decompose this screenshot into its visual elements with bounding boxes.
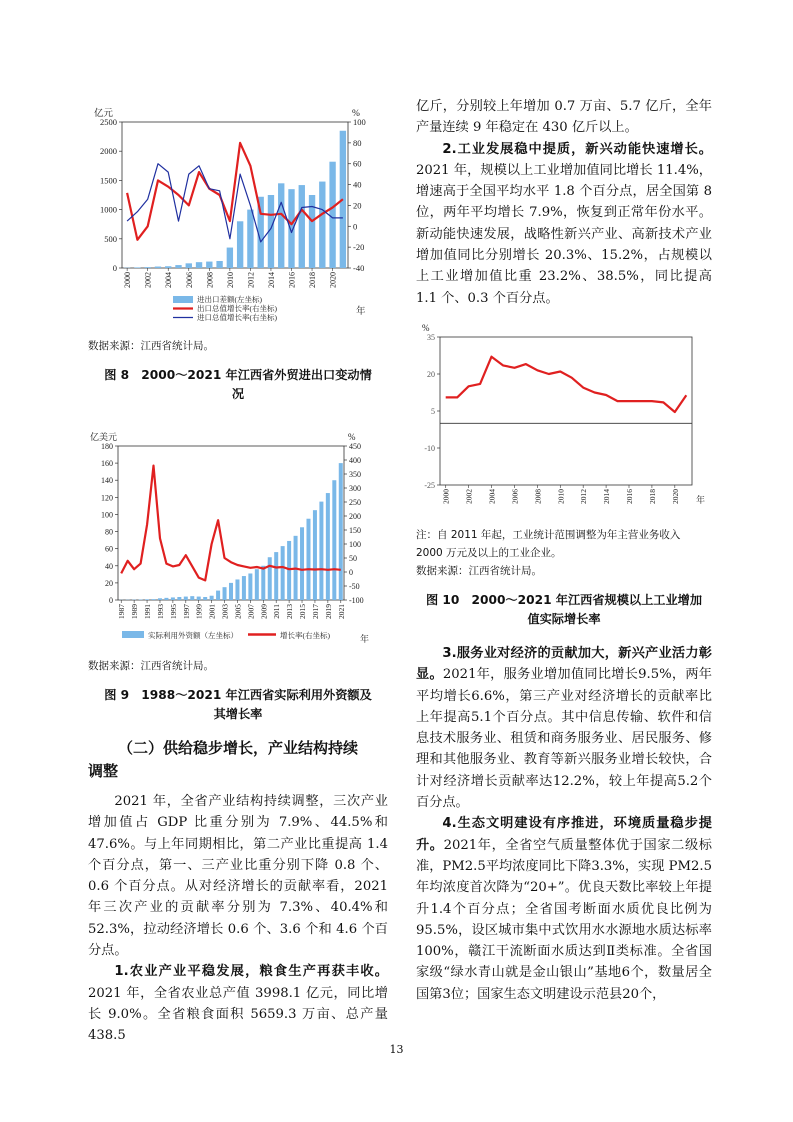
fig10-source: 数据来源：江西省统计局。 [416, 564, 542, 577]
fig9-bar [152, 599, 156, 600]
fig9-x-tick-label: 2015 [298, 604, 308, 619]
fig9-right-tick-label: 300 [349, 484, 361, 493]
fig10-x-tick-label: 2014 [602, 488, 612, 504]
fig9-bar [268, 557, 272, 600]
fig9-right-tick-label: 400 [349, 456, 361, 465]
fig9-x-tick-label: 1987 [117, 604, 127, 619]
fig9-bar [164, 598, 168, 600]
fig10-x-label: 年 [696, 494, 706, 505]
right-paragraph-2 [416, 643, 712, 813]
fig9-legend-label: 增长率(右坐标) [280, 631, 330, 640]
page-number: 13 [389, 1043, 404, 1056]
fig8-x-tick-label: 2012 [246, 272, 256, 288]
fig9-bar [313, 510, 317, 600]
fig9-source: 数据来源：江西省统计局。 [88, 660, 214, 672]
fig8-right-tick-label: 60 [353, 158, 362, 169]
fig10-y-tick-label: 5 [431, 406, 435, 416]
fig8-x-tick-label: 2006 [184, 272, 194, 288]
fig9-bar [281, 546, 285, 600]
right-paragraph-3-body: 2021年，全省空气质量整体优于国家二级标准，PM2.5平均浓度同比下降3.3%，实现 PM2.5年均浓度首次降为“20+”。优良天数比率较上年提升1.4个百分点；全省国考断面水质优良比例为95.5%，设区城市集中式饮用水水源地水质达标率100%，赣江干流断面水质达到Ⅱ类标准。全省国家级“绿水青山就是金山银山”基地6个，数量居全国第3位；国家生态文明建设示范县20个， [416, 837, 712, 1002]
fig9-x-tick-label: 1991 [143, 604, 153, 619]
fig10-x-tick-label: 2002 [464, 488, 474, 504]
right-paragraph-2-body: 2021年，服务业增加值同比增长9.5%，两年平均增长6.6%，第三产业对经济增长的贡献率比上年提高5.1个百分点。其中信息传输、软件和信息技术服务业、租赁和商务服务业、居民服务、修理和其他服务业、教育等新兴服务业增长较快，合计对经济增长贡献率达12.2%，较上年提高5.2个百分点。 [416, 667, 712, 811]
fig9-bar [255, 569, 259, 600]
fig8-x-label: 年 [356, 307, 366, 317]
fig9-caption-line1: 图 9 1988～2021 年江西省实际利用外资额及 [104, 688, 372, 702]
fig8-bar [186, 263, 192, 268]
fig9-bar [339, 463, 343, 600]
fig9-x-tick-label: 2001 [207, 604, 217, 619]
fig9-x-tick-label: 1989 [130, 604, 140, 619]
right-column [416, 90, 712, 1005]
fig8-x-tick-label: 2020 [328, 272, 338, 288]
fig9-bar [300, 527, 304, 600]
fig9-chart [88, 416, 388, 646]
left-paragraph-2 [88, 961, 388, 1046]
fig8-bar [165, 266, 171, 268]
fig9-bar [216, 591, 220, 600]
fig9-legend-label: 实际利用外资额（左坐标） [148, 631, 238, 640]
fig8-left-tick-label: 2500 [100, 117, 117, 127]
fig9-bar [306, 519, 310, 600]
fig9-right-unit: % [348, 432, 356, 442]
fig9-legend-swatch [122, 631, 144, 638]
fig9-bar [326, 493, 330, 600]
fig8-bar [155, 267, 161, 268]
fig10-note-line2: 2000 万元及以上的工业企业。 [416, 546, 562, 559]
fig8-right-tick-label: 40 [353, 179, 362, 190]
fig9-bar [184, 597, 188, 600]
fig9-x-tick-label: 2019 [323, 604, 333, 619]
fig9-bar [287, 541, 291, 600]
fig8-left-tick-label: 0 [112, 263, 117, 273]
fig10-y-tick-label: 35 [427, 332, 435, 342]
fig8-source: 数据来源：江西省统计局。 [88, 340, 214, 352]
fig8-right-tick-label: 80 [353, 137, 362, 148]
fig9-x-tick-label: 2005 [233, 604, 243, 619]
fig9-x-tick-label: 1999 [194, 604, 204, 619]
fig9-bar [210, 596, 214, 600]
fig9-x-tick-label: 2009 [259, 604, 269, 619]
fig9-bar [242, 576, 246, 600]
left-paragraph-2-body: 2021 年，全省农业总产值 3998.1 亿元，同比增长 9.0%。全省粮食面积 5659.3 万亩、总产量 438.5 [88, 985, 388, 1044]
fig8-bar [319, 182, 325, 268]
fig9-left-unit: 亿美元 [90, 432, 118, 442]
fig10-x-tick-label: 2006 [510, 488, 520, 504]
fig9-left-tick-label: 0 [109, 596, 113, 605]
fig8-bar [278, 183, 284, 268]
fig10-plot-frame [440, 337, 692, 485]
fig8-bar [329, 162, 335, 268]
fig10-x-tick-label: 2020 [670, 488, 680, 504]
fig8-right-tick-label: -40 [353, 263, 365, 273]
right-paragraph-1-body: 2021 年，规模以上工业增加值同比增长 11.4%，增速高于全国平均水平 1.8 个百分点，居全国第 8 位，两年平均增长 7.9%，恢复到正常年份水平。新动能快速发展，战略性新兴产业、高新技术产业增加值同比分别增长 20.3%、15.2%，占规模以上工业增加值比重 23.2%、38.5%，同比提高 1.1 个、0.3 个百分点。 [416, 162, 712, 306]
right-paragraph-1 [416, 139, 712, 309]
fig10-caption-line1: 图 10 2000～2021 年江西省规模以上工业增加 [425, 592, 703, 607]
fig8-x-tick-label: 2002 [143, 272, 153, 288]
right-paragraph-3 [416, 813, 712, 1005]
fig8-bar [216, 261, 222, 268]
fig10-x-tick-label: 2010 [556, 488, 566, 504]
fig9-left-tick-label: 40 [105, 561, 113, 571]
fig9-bar [145, 599, 149, 600]
fig9-x-tick-label: 2007 [246, 604, 256, 619]
fig8-bar [196, 262, 202, 268]
left-column [88, 90, 388, 1047]
fig9-bar [261, 566, 265, 600]
fig8-legend-label: 出口总值增长率(右坐标) [197, 304, 277, 313]
fig9-right-tick-label: -100 [349, 596, 364, 605]
right-paragraph-0: 亿斤，分别较上年增加 0.7 万亩、5.7 亿斤，全年产量连续 9 年稳定在 430 亿斤以上。 [416, 99, 712, 136]
fig10-y-tick-label: 20 [427, 369, 435, 379]
fig8-bar [237, 221, 243, 268]
fig9-x-tick-label: 1997 [181, 604, 191, 619]
fig9-right-tick-label: -50 [349, 582, 360, 591]
left-paragraph-1: 2021 年，全省产业结构持续调整，三次产业增加值占 GDP 比重分别为 7.9%、44.5%和 47.6%。与上年同期相比，第二产业比重提高 1.4 个百分点，第一、三产业比重分别下降 0.8 个、0.6 个百分点。从对经济增长的贡献率看，2021 年三次产业的贡献率分别为 7.3%、40.4%和 52.3%，拉动经济增长 0.6 个、3.6 个和 4.6 个百分点。 [88, 794, 388, 959]
fig9-bar [190, 596, 194, 600]
fig8-bar [299, 185, 305, 268]
fig10-x-tick-label: 2004 [487, 488, 497, 504]
fig10-y-tick-label: -25 [424, 480, 435, 490]
fig10-caption-line2: 值实际增长率 [527, 611, 601, 626]
fig8-legend-label: 进口总值增长率(右坐标) [197, 313, 277, 322]
fig9-left-tick-label: 140 [101, 476, 113, 486]
fig8-right-unit: % [352, 109, 360, 119]
right-paragraph-3-heading: 4.生态文明建设有序推进，环境质量稳步提升。 [416, 816, 712, 853]
fig8-left-tick-label: 500 [104, 233, 117, 244]
fig9-bar [248, 573, 252, 600]
fig9-right-tick-label: 250 [349, 498, 361, 507]
fig9-left-tick-label: 60 [105, 544, 113, 554]
fig8-x-tick-label: 2000 [123, 272, 133, 288]
fig9-bar [332, 480, 336, 600]
fig8-x-tick-label: 2018 [308, 272, 318, 288]
fig9-bar [229, 583, 233, 600]
fig8-caption-line1: 图 8 2000～2021 年江西省外贸进出口变动情 [104, 368, 372, 382]
fig8-legend-label: 进出口差额(左坐标) [197, 295, 262, 304]
fig10-chart [416, 317, 712, 517]
fig9-left-tick-label: 80 [105, 527, 113, 537]
fig8-right-tick-label: -20 [353, 242, 365, 253]
fig9-right-tick-label: 0 [349, 568, 353, 577]
fig10-series-line-0 [446, 357, 687, 412]
fig9-right-tick-label: 350 [349, 470, 361, 479]
fig10-x-tick-label: 2012 [579, 488, 589, 504]
fig9-left-tick-label: 120 [101, 493, 113, 503]
fig9-left-tick-label: 160 [101, 459, 113, 469]
fig8-right-tick-label: 20 [353, 200, 362, 211]
fig8-x-tick-label: 2008 [205, 272, 215, 288]
fig9-left-tick-label: 180 [101, 442, 113, 451]
fig8-x-tick-label: 2016 [287, 272, 297, 288]
fig9-caption-line2: 其增长率 [213, 707, 263, 721]
fig10-x-tick-label: 2018 [647, 488, 657, 504]
fig8-bar [206, 262, 212, 268]
fig9-right-tick-label: 50 [349, 554, 357, 563]
fig9-bar [203, 597, 207, 600]
fig9-bar [319, 502, 323, 600]
fig9-bar [235, 579, 239, 600]
fig9-x-tick-label: 2021 [336, 604, 346, 619]
fig8-x-tick-label: 2010 [225, 272, 235, 288]
fig10-x-tick-label: 2008 [533, 488, 543, 504]
fig9-x-label: 年 [360, 634, 370, 644]
fig10-note-line1: 注：自 2011 年起，工业统计范围调整为年主营业务收入 [416, 528, 681, 541]
fig8-left-tick-label: 1000 [100, 204, 117, 215]
fig10-x-tick-label: 2000 [441, 488, 451, 504]
fig9-bar [177, 597, 181, 600]
fig9-right-tick-label: 200 [349, 512, 361, 521]
left-paragraph-2-heading: 1.农业产业平稳发展，粮食生产再获丰收。 [114, 964, 388, 980]
fig9-left-tick-label: 20 [105, 578, 113, 588]
fig9-x-tick-label: 2003 [220, 604, 230, 619]
fig8-x-tick-label: 2014 [266, 272, 276, 288]
fig9-bar [197, 597, 201, 600]
fig8-bar [134, 267, 140, 268]
fig9-bar [171, 597, 175, 600]
section-title-line2: 调整 [88, 762, 119, 780]
fig8-left-tick-label: 1500 [100, 175, 117, 186]
fig8-left-tick-label: 2000 [100, 146, 117, 157]
fig10-x-tick-label: 2016 [625, 488, 634, 504]
fig9-x-tick-label: 2011 [272, 604, 282, 619]
fig8-left-unit: 亿元 [94, 109, 114, 119]
fig9-right-tick-label: 100 [349, 540, 361, 549]
fig9-x-tick-label: 2013 [285, 604, 295, 619]
fig9-right-tick-label: 450 [349, 442, 361, 451]
fig8-bar [144, 267, 150, 268]
fig9-x-tick-label: 1995 [168, 604, 178, 619]
right-paragraph-1-heading: 2.工业发展稳中提质，新兴动能快速增长。 [442, 141, 712, 157]
fig9-bar [158, 598, 162, 600]
fig9-x-tick-label: 1993 [155, 604, 165, 619]
fig9-left-tick-label: 100 [101, 510, 113, 520]
fig10-right-unit: % [422, 322, 430, 333]
fig8-bar [227, 248, 233, 268]
fig10-y-tick-label: -10 [424, 443, 435, 453]
fig8-chart [88, 90, 388, 330]
fig8-right-tick-label: 0 [353, 221, 358, 232]
fig9-x-tick-label: 2017 [310, 604, 320, 619]
fig8-bar [175, 265, 181, 268]
fig9-right-tick-label: 150 [349, 526, 361, 535]
section-title-line1: （二）供给稳步增长，产业结构持续 [118, 739, 359, 757]
fig9-bar [223, 587, 227, 600]
fig8-caption-line2: 况 [231, 387, 245, 401]
right-paragraph-2-heading: 3.服务业对经济的贡献加大，新兴产业活力彰显。 [416, 645, 712, 683]
fig8-x-tick-label: 2004 [164, 272, 174, 288]
fig8-bar [247, 210, 253, 268]
fig8-legend-swatch [173, 296, 193, 303]
fig8-right-tick-label: 100 [353, 117, 366, 127]
fig9-bar [274, 552, 278, 600]
